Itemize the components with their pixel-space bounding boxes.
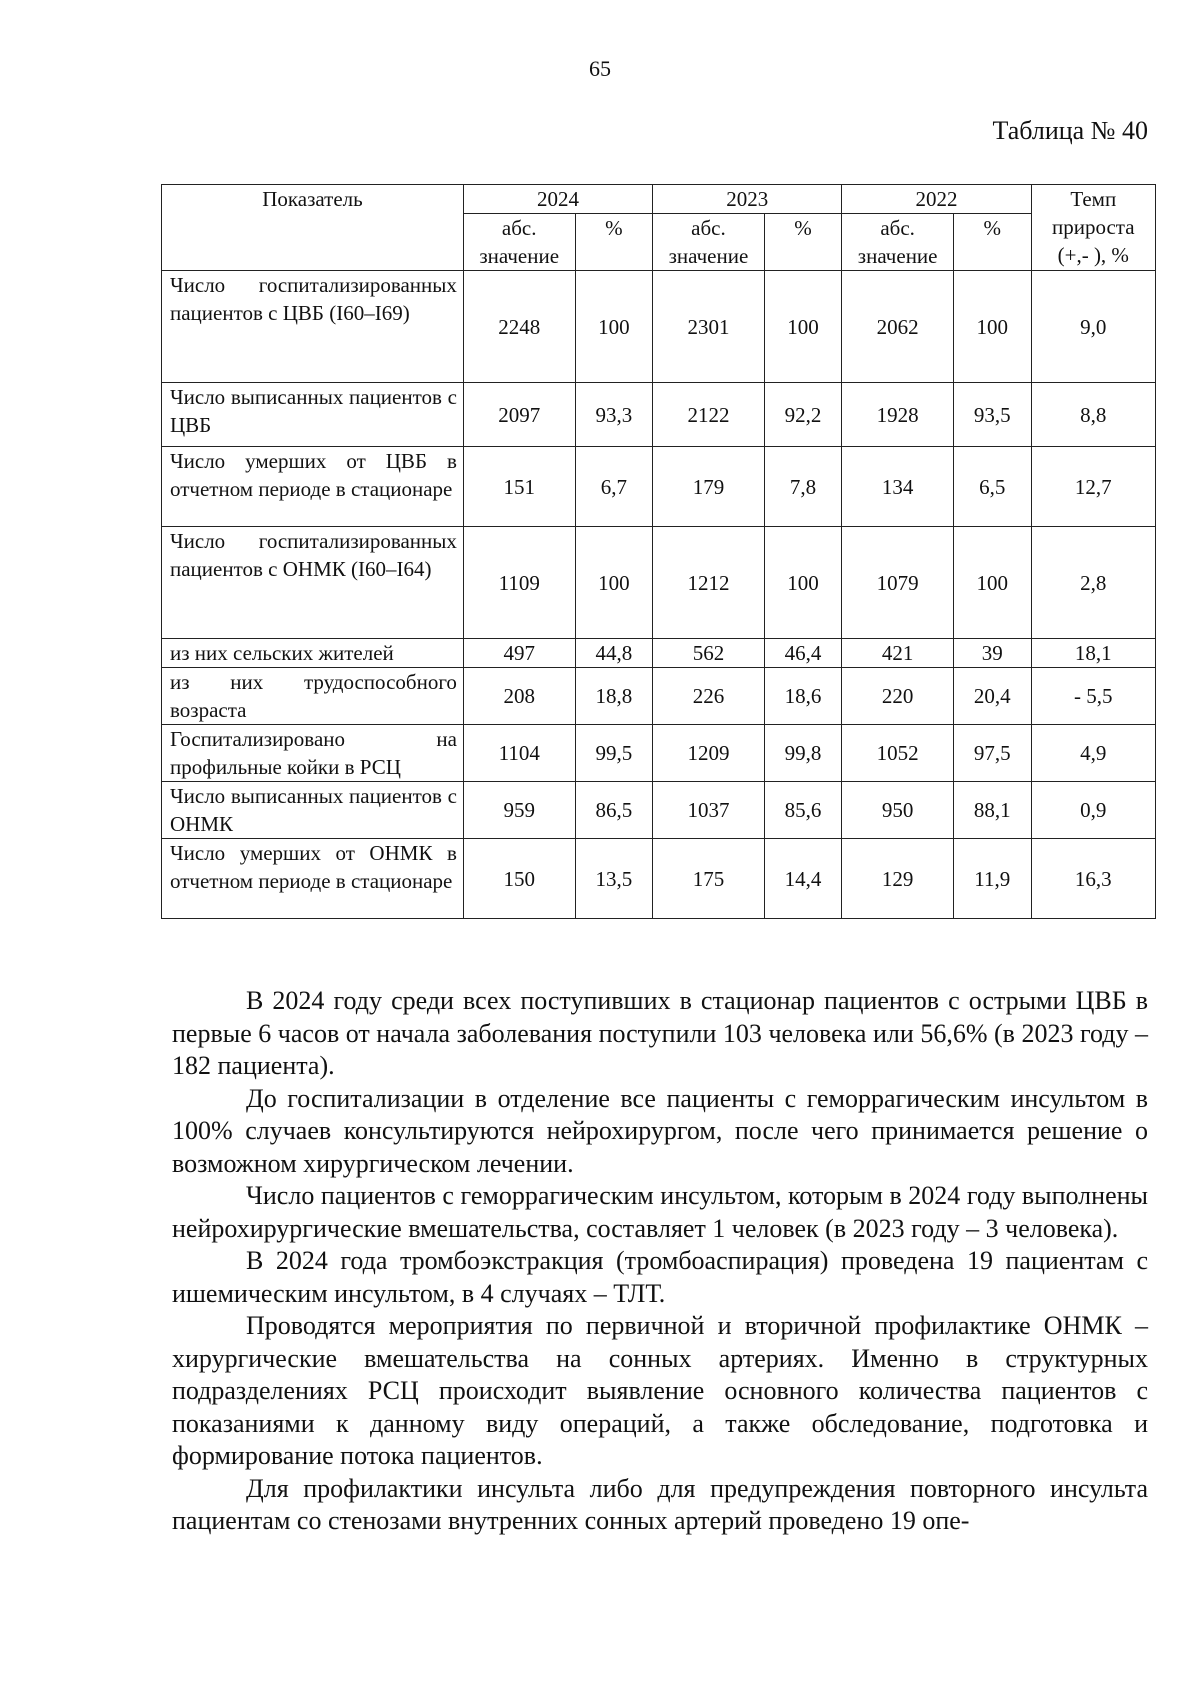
table-cell: 6,7 bbox=[575, 447, 653, 527]
row-label: из них трудоспособного возраста bbox=[162, 668, 464, 725]
table-cell: 97,5 bbox=[953, 725, 1031, 782]
table-cell: 44,8 bbox=[575, 639, 653, 668]
table-cell: 497 bbox=[463, 639, 575, 668]
header-indicator: Показатель bbox=[162, 185, 464, 271]
header-year-2022: 2022 bbox=[842, 185, 1031, 214]
table-cell: 1212 bbox=[653, 527, 765, 639]
table-cell: 88,1 bbox=[953, 782, 1031, 839]
table-cell: 100 bbox=[575, 527, 653, 639]
table-cell: 2,8 bbox=[1031, 527, 1155, 639]
table-cell: 9,0 bbox=[1031, 271, 1155, 383]
row-label: Число госпитализированных пациентов с ОНМК (I60–I64) bbox=[162, 527, 464, 639]
row-label: Число умерших от ЦВБ в отчетном периоде в стационаре bbox=[162, 447, 464, 527]
table-cell: 2248 bbox=[463, 271, 575, 383]
table-cell: 220 bbox=[842, 668, 954, 725]
table-row bbox=[162, 383, 1156, 447]
table-cell: 100 bbox=[764, 271, 842, 383]
table-cell: 8,8 bbox=[1031, 383, 1155, 447]
table-cell: 100 bbox=[575, 271, 653, 383]
table-row bbox=[162, 271, 1156, 383]
table-cell: 129 bbox=[842, 839, 954, 919]
table-cell: 93,5 bbox=[953, 383, 1031, 447]
table-cell: 1052 bbox=[842, 725, 954, 782]
header-abs-value: абс. значение bbox=[842, 214, 954, 271]
paragraph: В 2024 года тромбоэкстракция (тромбоаспирация) проведена 19 пациентам с ишемическим инсультом, в 4 случаях – ТЛТ. bbox=[172, 1246, 1148, 1308]
table-cell: 18,8 bbox=[575, 668, 653, 725]
table-cell: 134 bbox=[842, 447, 954, 527]
table-cell: 99,8 bbox=[764, 725, 842, 782]
table-cell: 1037 bbox=[653, 782, 765, 839]
table-cell: 93,3 bbox=[575, 383, 653, 447]
paragraph: Проводятся мероприятия по первичной и вторичной профилактике ОНМК – хирургические вмешательства на сонных артериях. Именно в структурных подразделениях РСЦ происходит выявление основного количества пациентов с показаниями к данному виду операций, а также обследование, подготовка и формирование потока пациентов. bbox=[172, 1311, 1148, 1470]
table-row bbox=[162, 639, 1156, 668]
table-cell: 85,6 bbox=[764, 782, 842, 839]
row-label: из них сельских жителей bbox=[162, 639, 464, 668]
table-cell: 100 bbox=[764, 527, 842, 639]
table-cell: 12,7 bbox=[1031, 447, 1155, 527]
table-cell: 100 bbox=[953, 527, 1031, 639]
table-cell: 179 bbox=[653, 447, 765, 527]
table-cell: 0,9 bbox=[1031, 782, 1155, 839]
table-cell: 100 bbox=[953, 271, 1031, 383]
header-growth-rate: Темп прироста (+,- ), % bbox=[1031, 185, 1155, 271]
table-body bbox=[162, 271, 1156, 919]
table-cell: 6,5 bbox=[953, 447, 1031, 527]
table-cell: 14,4 bbox=[764, 839, 842, 919]
table-cell: 208 bbox=[463, 668, 575, 725]
table-cell: 175 bbox=[653, 839, 765, 919]
table-cell: 18,6 bbox=[764, 668, 842, 725]
table-cell: - 5,5 bbox=[1031, 668, 1155, 725]
table-cell: 11,9 bbox=[953, 839, 1031, 919]
table-cell: 13,5 bbox=[575, 839, 653, 919]
header-percent: % bbox=[953, 214, 1031, 271]
table-cell: 4,9 bbox=[1031, 725, 1155, 782]
table-row bbox=[162, 782, 1156, 839]
table-cell: 1079 bbox=[842, 527, 954, 639]
row-label: Число выписанных пациентов с ЦВБ bbox=[162, 383, 464, 447]
table-cell: 2122 bbox=[653, 383, 765, 447]
header-abs-value: абс. значение bbox=[653, 214, 765, 271]
header-year-2024: 2024 bbox=[463, 185, 652, 214]
header-percent: % bbox=[764, 214, 842, 271]
table-cell: 86,5 bbox=[575, 782, 653, 839]
table-cell: 2301 bbox=[653, 271, 765, 383]
statistics-table bbox=[161, 184, 1156, 919]
table-row bbox=[162, 668, 1156, 725]
row-label: Госпитализировано на профильные койки в РСЦ bbox=[162, 725, 464, 782]
table-cell: 99,5 bbox=[575, 725, 653, 782]
row-label: Число госпитализированных пациентов с ЦВБ (I60–I69) bbox=[162, 271, 464, 383]
table-cell: 950 bbox=[842, 782, 954, 839]
table-cell: 421 bbox=[842, 639, 954, 668]
table-caption: Таблица № 40 bbox=[992, 116, 1148, 145]
table-cell: 226 bbox=[653, 668, 765, 725]
table-cell: 20,4 bbox=[953, 668, 1031, 725]
table-cell: 16,3 bbox=[1031, 839, 1155, 919]
table-cell: 2062 bbox=[842, 271, 954, 383]
body-text bbox=[172, 985, 1148, 1538]
table-cell: 151 bbox=[463, 447, 575, 527]
header-year-2023: 2023 bbox=[653, 185, 842, 214]
table-row bbox=[162, 447, 1156, 527]
table-cell: 150 bbox=[463, 839, 575, 919]
table-cell: 39 bbox=[953, 639, 1031, 668]
paragraph: Число пациентов с геморрагическим инсультом, которым в 2024 году выполнены нейрохирургические вмешательства, составляет 1 человек (в 2023 году – 3 человека). bbox=[172, 1181, 1148, 1243]
paragraph: До госпитализации в отделение все пациенты с геморрагическим инсультом в 100% случаев консультируются нейрохирургом, после чего принимается решение о возможном хирургическом лечении. bbox=[172, 1083, 1148, 1178]
table-row bbox=[162, 725, 1156, 782]
header-percent: % bbox=[575, 214, 653, 271]
table-cell: 1104 bbox=[463, 725, 575, 782]
table-row bbox=[162, 839, 1156, 919]
table-cell: 959 bbox=[463, 782, 575, 839]
table-row bbox=[162, 527, 1156, 639]
table-cell: 46,4 bbox=[764, 639, 842, 668]
row-label: Число умерших от ОНМК в отчетном периоде в стационаре bbox=[162, 839, 464, 919]
paragraph: В 2024 году среди всех поступивших в стационар пациентов с острыми ЦВБ в первые 6 часов от начала заболевания поступили 103 человека или 56,6% (в 2023 году – 182 пациента). bbox=[172, 986, 1148, 1080]
page-number: 65 bbox=[589, 56, 611, 81]
paragraph: Для профилактики инсульта либо для предупреждения повторного инсульта пациентам со стенозами внутренних сонных артерий проведено 19 опе- bbox=[172, 1473, 1148, 1535]
table-cell: 1928 bbox=[842, 383, 954, 447]
table-cell: 7,8 bbox=[764, 447, 842, 527]
table-cell: 1209 bbox=[653, 725, 765, 782]
table-cell: 1109 bbox=[463, 527, 575, 639]
header-abs-value: абс. значение bbox=[463, 214, 575, 271]
row-label: Число выписанных пациентов с ОНМК bbox=[162, 782, 464, 839]
table-cell: 562 bbox=[653, 639, 765, 668]
table-cell: 2097 bbox=[463, 383, 575, 447]
table-cell: 18,1 bbox=[1031, 639, 1155, 668]
table-cell: 92,2 bbox=[764, 383, 842, 447]
